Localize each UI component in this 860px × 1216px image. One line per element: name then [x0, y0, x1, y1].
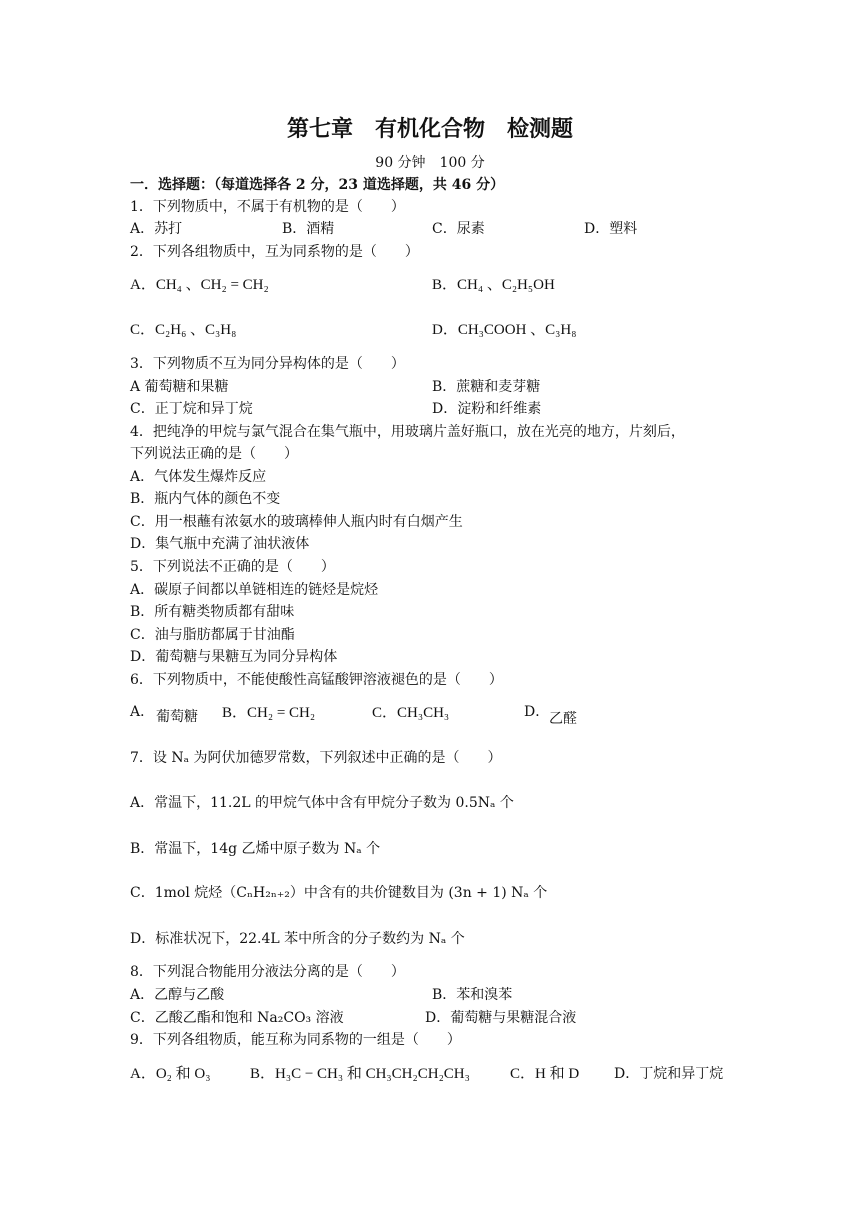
question-5-stem: 5．下列说法不正确的是（ ）	[130, 559, 335, 575]
q3-option-a: A 葡萄糖和果糖	[130, 379, 229, 395]
q6-option-d-letter: D．	[524, 704, 550, 720]
q9-option-d: D．丁烷和异丁烷	[614, 1066, 724, 1082]
question-8-stem: 8．下列混合物能用分液法分离的是（ ）	[130, 964, 405, 980]
q7-option-a: A．常温下，11.2L 的甲烷气体中含有甲烷分子数为 0.5Nₐ 个	[130, 795, 514, 811]
q6-option-c: C．CH₃CH₃	[372, 705, 450, 721]
q5-option-b: B．所有糖类物质都有甜味	[130, 604, 295, 620]
page-title: 第七章 有机化合物 检测题	[286, 117, 573, 142]
q7-option-c: C．1mol 烷烃（CₙH₂ₙ₊₂）中含有的共价键数目为 (3n + 1) Nₐ 个	[130, 885, 548, 901]
q4-option-a: A．气体发生爆炸反应	[130, 469, 267, 485]
q5-option-c: C．油与脂肪都属于甘油酯	[130, 627, 295, 643]
q9-option-c: C．H 和 D	[510, 1066, 580, 1082]
q6-option-a-letter: A．	[130, 704, 155, 720]
question-7-stem: 7．设 Nₐ 为阿伏加德罗常数，下列叙述中正确的是（ ）	[130, 750, 502, 766]
q9-option-b: B．H₃C − CH₃ 和 CH₃CH₂CH₂CH₃	[250, 1066, 470, 1082]
question-6-stem: 6．下列物质中，不能使酸性高锰酸钾溶液褪色的是（ ）	[130, 672, 503, 688]
q4-option-d: D．集气瓶中充满了油状液体	[130, 536, 310, 552]
q2-option-d: D．CH₃COOH 、C₃H₈	[432, 322, 577, 338]
question-2-stem: 2．下列各组物质中，互为同系物的是（ ）	[130, 244, 419, 260]
q6-option-a: 葡萄糖	[156, 709, 198, 725]
q3-option-b: B．蔗糖和麦芽糖	[432, 379, 541, 395]
q5-option-a: A．碳原子间都以单链相连的链烃是烷烃	[130, 582, 379, 598]
q8-option-a: A．乙醇与乙酸	[130, 987, 225, 1003]
question-3-stem: 3．下列物质不互为同分异构体的是（ ）	[130, 356, 405, 372]
q2-option-b: B．CH₄ 、C₂H₅OH	[432, 277, 555, 293]
q6-option-b: B．CH₂ = CH₂	[222, 705, 316, 721]
q9-option-a: A．O₂ 和 O₃	[130, 1066, 211, 1082]
question-4-stem-line2: 下列说法正确的是（ ）	[130, 446, 298, 462]
q2-option-c: C．C₂H₆ 、C₃H₈	[130, 322, 237, 338]
q1-option-a: A．苏打	[130, 221, 183, 237]
q5-option-d: D．葡萄糖与果糖互为同分异构体	[130, 649, 338, 665]
question-9-stem: 9．下列各组物质，能互称为同系物的一组是（ ）	[130, 1032, 461, 1048]
exam-duration-score: 90 分钟 100 分	[375, 155, 485, 171]
q4-option-c: C．用一根蘸有浓氨水的玻璃棒伸人瓶内时有白烟产生	[130, 514, 463, 530]
q1-option-b: B．酒精	[282, 221, 335, 237]
q2-option-a: A．CH₄ 、CH₂ = CH₂	[130, 277, 269, 293]
question-1-stem: 1．下列物质中，不属于有机物的是（ ）	[130, 199, 405, 215]
section-heading: 一．选择题：（每道选择各 2 分，23 道选择题，共 46 分）	[130, 177, 505, 193]
q3-option-c: C．正丁烷和异丁烷	[130, 401, 253, 417]
q8-option-b: B．苯和溴苯	[432, 987, 513, 1003]
q8-option-c: C．乙酸乙酯和饱和 Na₂CO₃ 溶液	[130, 1010, 344, 1026]
q6-option-d: 乙醛	[549, 711, 577, 727]
q7-option-b: B．常温下，14g 乙烯中原子数为 Nₐ 个	[130, 841, 381, 857]
q1-option-d: D．塑料	[584, 221, 638, 237]
q1-option-c: C．尿素	[432, 221, 485, 237]
q8-option-d: D．葡萄糖与果糖混合液	[425, 1010, 577, 1026]
q4-option-b: B．瓶内气体的颜色不变	[130, 491, 281, 507]
q7-option-d: D．标准状况下，22.4L 苯中所含的分子数约为 Nₐ 个	[130, 931, 465, 947]
q3-option-d: D．淀粉和纤维素	[432, 401, 542, 417]
question-4-stem-line1: 4．把纯净的甲烷与氯气混合在集气瓶中，用玻璃片盖好瓶口，放在光亮的地方，片刻后，	[130, 424, 685, 440]
